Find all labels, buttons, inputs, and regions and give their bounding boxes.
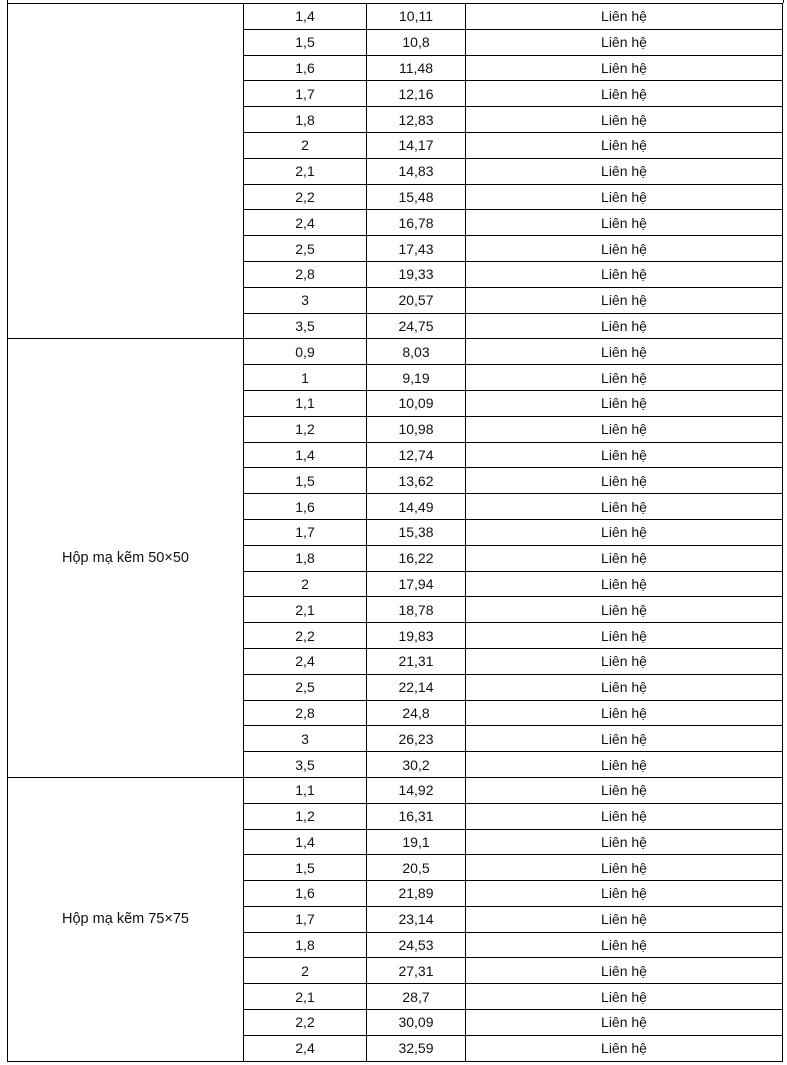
weight-cell: 26,23 — [367, 726, 466, 752]
price-cell: Liên hệ — [466, 571, 783, 597]
thickness-cell: 2,8 — [244, 261, 367, 287]
weight-cell: 30,2 — [367, 752, 466, 778]
price-table — [7, 3, 783, 1062]
weight-cell: 12,74 — [367, 442, 466, 468]
weight-cell: 20,57 — [367, 287, 466, 313]
price-cell: Liên hệ — [466, 339, 783, 365]
weight-cell: 24,75 — [367, 313, 466, 339]
price-cell: Liên hệ — [466, 674, 783, 700]
price-table-container — [7, 3, 783, 1062]
weight-cell: 22,14 — [367, 674, 466, 700]
thickness-cell: 2,4 — [244, 210, 367, 236]
thickness-cell: 1,8 — [244, 545, 367, 571]
weight-cell: 9,19 — [367, 365, 466, 391]
price-cell: Liên hệ — [466, 984, 783, 1010]
price-cell: Liên hệ — [466, 210, 783, 236]
price-cell: Liên hệ — [466, 4, 783, 30]
thickness-cell: 1,4 — [244, 4, 367, 30]
thickness-cell: 1,8 — [244, 932, 367, 958]
weight-cell: 28,7 — [367, 984, 466, 1010]
weight-cell: 20,5 — [367, 855, 466, 881]
weight-cell: 21,89 — [367, 881, 466, 907]
thickness-cell: 1,8 — [244, 107, 367, 133]
weight-cell: 10,11 — [367, 4, 466, 30]
thickness-cell: 2,4 — [244, 648, 367, 674]
price-cell: Liên hệ — [466, 416, 783, 442]
thickness-cell: 1,6 — [244, 55, 367, 81]
weight-cell: 13,62 — [367, 468, 466, 494]
thickness-cell: 3,5 — [244, 313, 367, 339]
price-cell: Liên hệ — [466, 184, 783, 210]
thickness-cell: 1 — [244, 365, 367, 391]
thickness-cell: 3 — [244, 726, 367, 752]
thickness-cell: 1,2 — [244, 416, 367, 442]
price-cell: Liên hệ — [466, 597, 783, 623]
weight-cell: 14,92 — [367, 777, 466, 803]
thickness-cell: 1,1 — [244, 390, 367, 416]
weight-cell: 8,03 — [367, 339, 466, 365]
thickness-cell: 2,1 — [244, 597, 367, 623]
thickness-cell: 1,6 — [244, 494, 367, 520]
weight-cell: 24,53 — [367, 932, 466, 958]
weight-cell: 21,31 — [367, 648, 466, 674]
price-cell: Liên hệ — [466, 519, 783, 545]
thickness-cell: 2,1 — [244, 158, 367, 184]
weight-cell: 10,8 — [367, 29, 466, 55]
price-cell: Liên hệ — [466, 236, 783, 262]
weight-cell: 12,83 — [367, 107, 466, 133]
thickness-cell: 1,1 — [244, 777, 367, 803]
thickness-cell: 1,7 — [244, 519, 367, 545]
price-cell: Liên hệ — [466, 468, 783, 494]
price-cell: Liên hệ — [466, 132, 783, 158]
price-cell: Liên hệ — [466, 623, 783, 649]
weight-cell: 16,22 — [367, 545, 466, 571]
price-cell: Liên hệ — [466, 829, 783, 855]
product-name-cell — [8, 4, 244, 339]
thickness-cell: 2,5 — [244, 236, 367, 262]
price-cell: Liên hệ — [466, 958, 783, 984]
price-cell: Liên hệ — [466, 803, 783, 829]
weight-cell: 30,09 — [367, 1010, 466, 1036]
thickness-cell: 3 — [244, 287, 367, 313]
weight-cell: 27,31 — [367, 958, 466, 984]
thickness-cell: 1,5 — [244, 855, 367, 881]
thickness-cell: 2,4 — [244, 1035, 367, 1061]
weight-cell: 14,17 — [367, 132, 466, 158]
weight-cell: 17,94 — [367, 571, 466, 597]
thickness-cell: 2,2 — [244, 184, 367, 210]
weight-cell: 32,59 — [367, 1035, 466, 1061]
thickness-cell: 0,9 — [244, 339, 367, 365]
price-cell: Liên hệ — [466, 55, 783, 81]
thickness-cell: 1,5 — [244, 468, 367, 494]
price-cell: Liên hệ — [466, 365, 783, 391]
weight-cell: 16,31 — [367, 803, 466, 829]
thickness-cell: 1,4 — [244, 442, 367, 468]
price-cell: Liên hệ — [466, 545, 783, 571]
price-cell: Liên hệ — [466, 313, 783, 339]
weight-cell: 17,43 — [367, 236, 466, 262]
thickness-cell: 2,2 — [244, 1010, 367, 1036]
price-cell: Liên hệ — [466, 158, 783, 184]
price-cell: Liên hệ — [466, 1010, 783, 1036]
thickness-cell: 2 — [244, 132, 367, 158]
price-cell: Liên hệ — [466, 648, 783, 674]
price-cell: Liên hệ — [466, 29, 783, 55]
price-cell: Liên hệ — [466, 494, 783, 520]
table-row — [8, 777, 783, 803]
price-cell: Liên hệ — [466, 881, 783, 907]
weight-cell: 23,14 — [367, 906, 466, 932]
price-cell: Liên hệ — [466, 777, 783, 803]
price-cell: Liên hệ — [466, 932, 783, 958]
thickness-cell: 2,8 — [244, 700, 367, 726]
price-cell: Liên hệ — [466, 107, 783, 133]
thickness-cell: 1,2 — [244, 803, 367, 829]
weight-cell: 15,38 — [367, 519, 466, 545]
price-cell: Liên hệ — [466, 442, 783, 468]
thickness-cell: 3,5 — [244, 752, 367, 778]
price-cell: Liên hệ — [466, 390, 783, 416]
weight-cell: 18,78 — [367, 597, 466, 623]
thickness-cell: 2,5 — [244, 674, 367, 700]
product-name-cell: Hộp mạ kẽm 50×50 — [8, 339, 244, 778]
thickness-cell: 1,5 — [244, 29, 367, 55]
thickness-cell: 2,2 — [244, 623, 367, 649]
thickness-cell: 1,6 — [244, 881, 367, 907]
price-cell: Liên hệ — [466, 1035, 783, 1061]
price-cell: Liên hệ — [466, 81, 783, 107]
price-cell: Liên hệ — [466, 726, 783, 752]
price-cell: Liên hệ — [466, 261, 783, 287]
weight-cell: 16,78 — [367, 210, 466, 236]
weight-cell: 24,8 — [367, 700, 466, 726]
thickness-cell: 2 — [244, 958, 367, 984]
price-cell: Liên hệ — [466, 700, 783, 726]
weight-cell: 11,48 — [367, 55, 466, 81]
weight-cell: 15,48 — [367, 184, 466, 210]
price-cell: Liên hệ — [466, 906, 783, 932]
thickness-cell: 1,7 — [244, 81, 367, 107]
product-name-cell: Hộp mạ kẽm 75×75 — [8, 777, 244, 1061]
weight-cell: 14,49 — [367, 494, 466, 520]
weight-cell: 19,83 — [367, 623, 466, 649]
weight-cell: 12,16 — [367, 81, 466, 107]
weight-cell: 19,1 — [367, 829, 466, 855]
weight-cell: 19,33 — [367, 261, 466, 287]
thickness-cell: 1,7 — [244, 906, 367, 932]
price-table-body — [8, 4, 783, 1062]
price-cell: Liên hệ — [466, 287, 783, 313]
weight-cell: 10,09 — [367, 390, 466, 416]
weight-cell: 10,98 — [367, 416, 466, 442]
table-row — [8, 339, 783, 365]
thickness-cell: 1,4 — [244, 829, 367, 855]
price-cell: Liên hệ — [466, 752, 783, 778]
price-cell: Liên hệ — [466, 855, 783, 881]
table-row — [8, 4, 783, 30]
weight-cell: 14,83 — [367, 158, 466, 184]
thickness-cell: 2,1 — [244, 984, 367, 1010]
thickness-cell: 2 — [244, 571, 367, 597]
